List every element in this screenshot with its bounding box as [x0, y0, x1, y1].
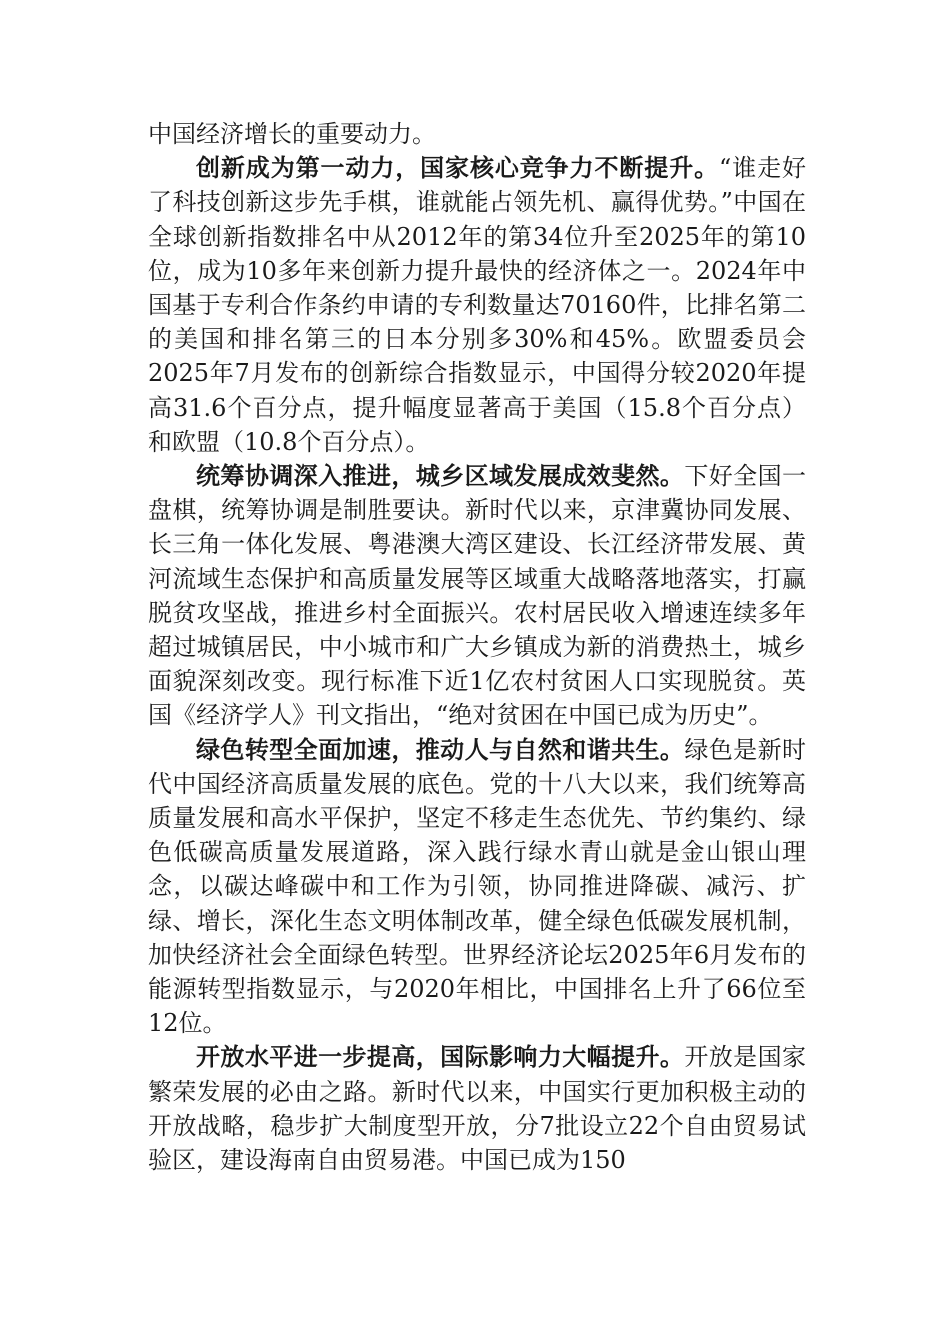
paragraph-body: 绿色是新时代中国经济高质量发展的底色。党的十八大以来，我们统筹高质量发展和高水平保护，坚定不移走生态优先、节约集约、绿色低碳高质量发展道路，深入践行绿水青山就是金山银山理念，以碳达峰碳中和工作为引领，协同推进降碳、减污、扩绿、增长，深化生态文明体制改革，健全绿色低碳发展机制，加快经济社会全面绿色转型。世界经济论坛2025年6月发布的能源转型指数显示，与2020年相比，中国排名上升了66位至12位。	[148, 735, 807, 1038]
paragraph-body: 下好全国一盘棋，统筹协调是制胜要诀。新时代以来，京津冀协同发展、长三角一体化发展、粤港澳大湾区建设、长江经济带发展、黄河流域生态保护和高质量发展等区域重大战略落地落实，打赢脱贫攻坚战，推进乡村全面振兴。农村居民收入增速连续多年超过城镇居民，中小城市和广大乡镇成为新的消费热土，城乡面貌深刻改变。现行标准下近1亿农村贫困人口实现脱贫。英国《经济学人》刊文指出，“绝对贫困在中国已成为历史”。	[148, 462, 807, 730]
paragraph-opening	[148, 1040, 806, 1177]
paragraph-heading: 统筹协调深入推进，城乡区域发展成效斐然。	[196, 462, 685, 491]
paragraph-coordination	[148, 459, 806, 733]
paragraph-body: “谁走好了科技创新这步先手棋，谁就能占领先机、赢得优势。”中国在全球创新指数排名中从2012年的第34位升至2025年的第10位，成为10多年来创新力提升最快的经济体之一。2024年中国基于专利合作条约申请的专利数量达70160件，比排名第二的美国和排名第三的日本分别多30%和45%。欧盟委员会2025年7月发布的创新综合指数显示，中国得分较2020年提高31.6个百分点，提升幅度显著高于美国（15.8个百分点）和欧盟（10.8个百分点）。	[148, 154, 806, 456]
paragraph-body: 开放是国家繁荣发展的必由之路。新时代以来，中国实行更加积极主动的开放战略，稳步扩大制度型开放，分7批设立22个自由贸易试验区，建设海南自由贸易港。中国已成为150	[148, 1043, 807, 1175]
paragraph-green	[148, 733, 806, 1041]
paragraph-body: 中国经济增长的重要动力。	[148, 120, 436, 148]
paragraph-heading: 绿色转型全面加速，推动人与自然和谐共生。	[196, 735, 685, 764]
paragraph-heading: 创新成为第一动力，国家核心竞争力不断提升。	[196, 154, 720, 183]
document-page	[148, 117, 806, 1177]
paragraph-heading: 开放水平进一步提高，国际影响力大幅提升。	[196, 1043, 685, 1072]
paragraph-continuation	[148, 117, 806, 151]
paragraph-innovation	[148, 151, 806, 459]
